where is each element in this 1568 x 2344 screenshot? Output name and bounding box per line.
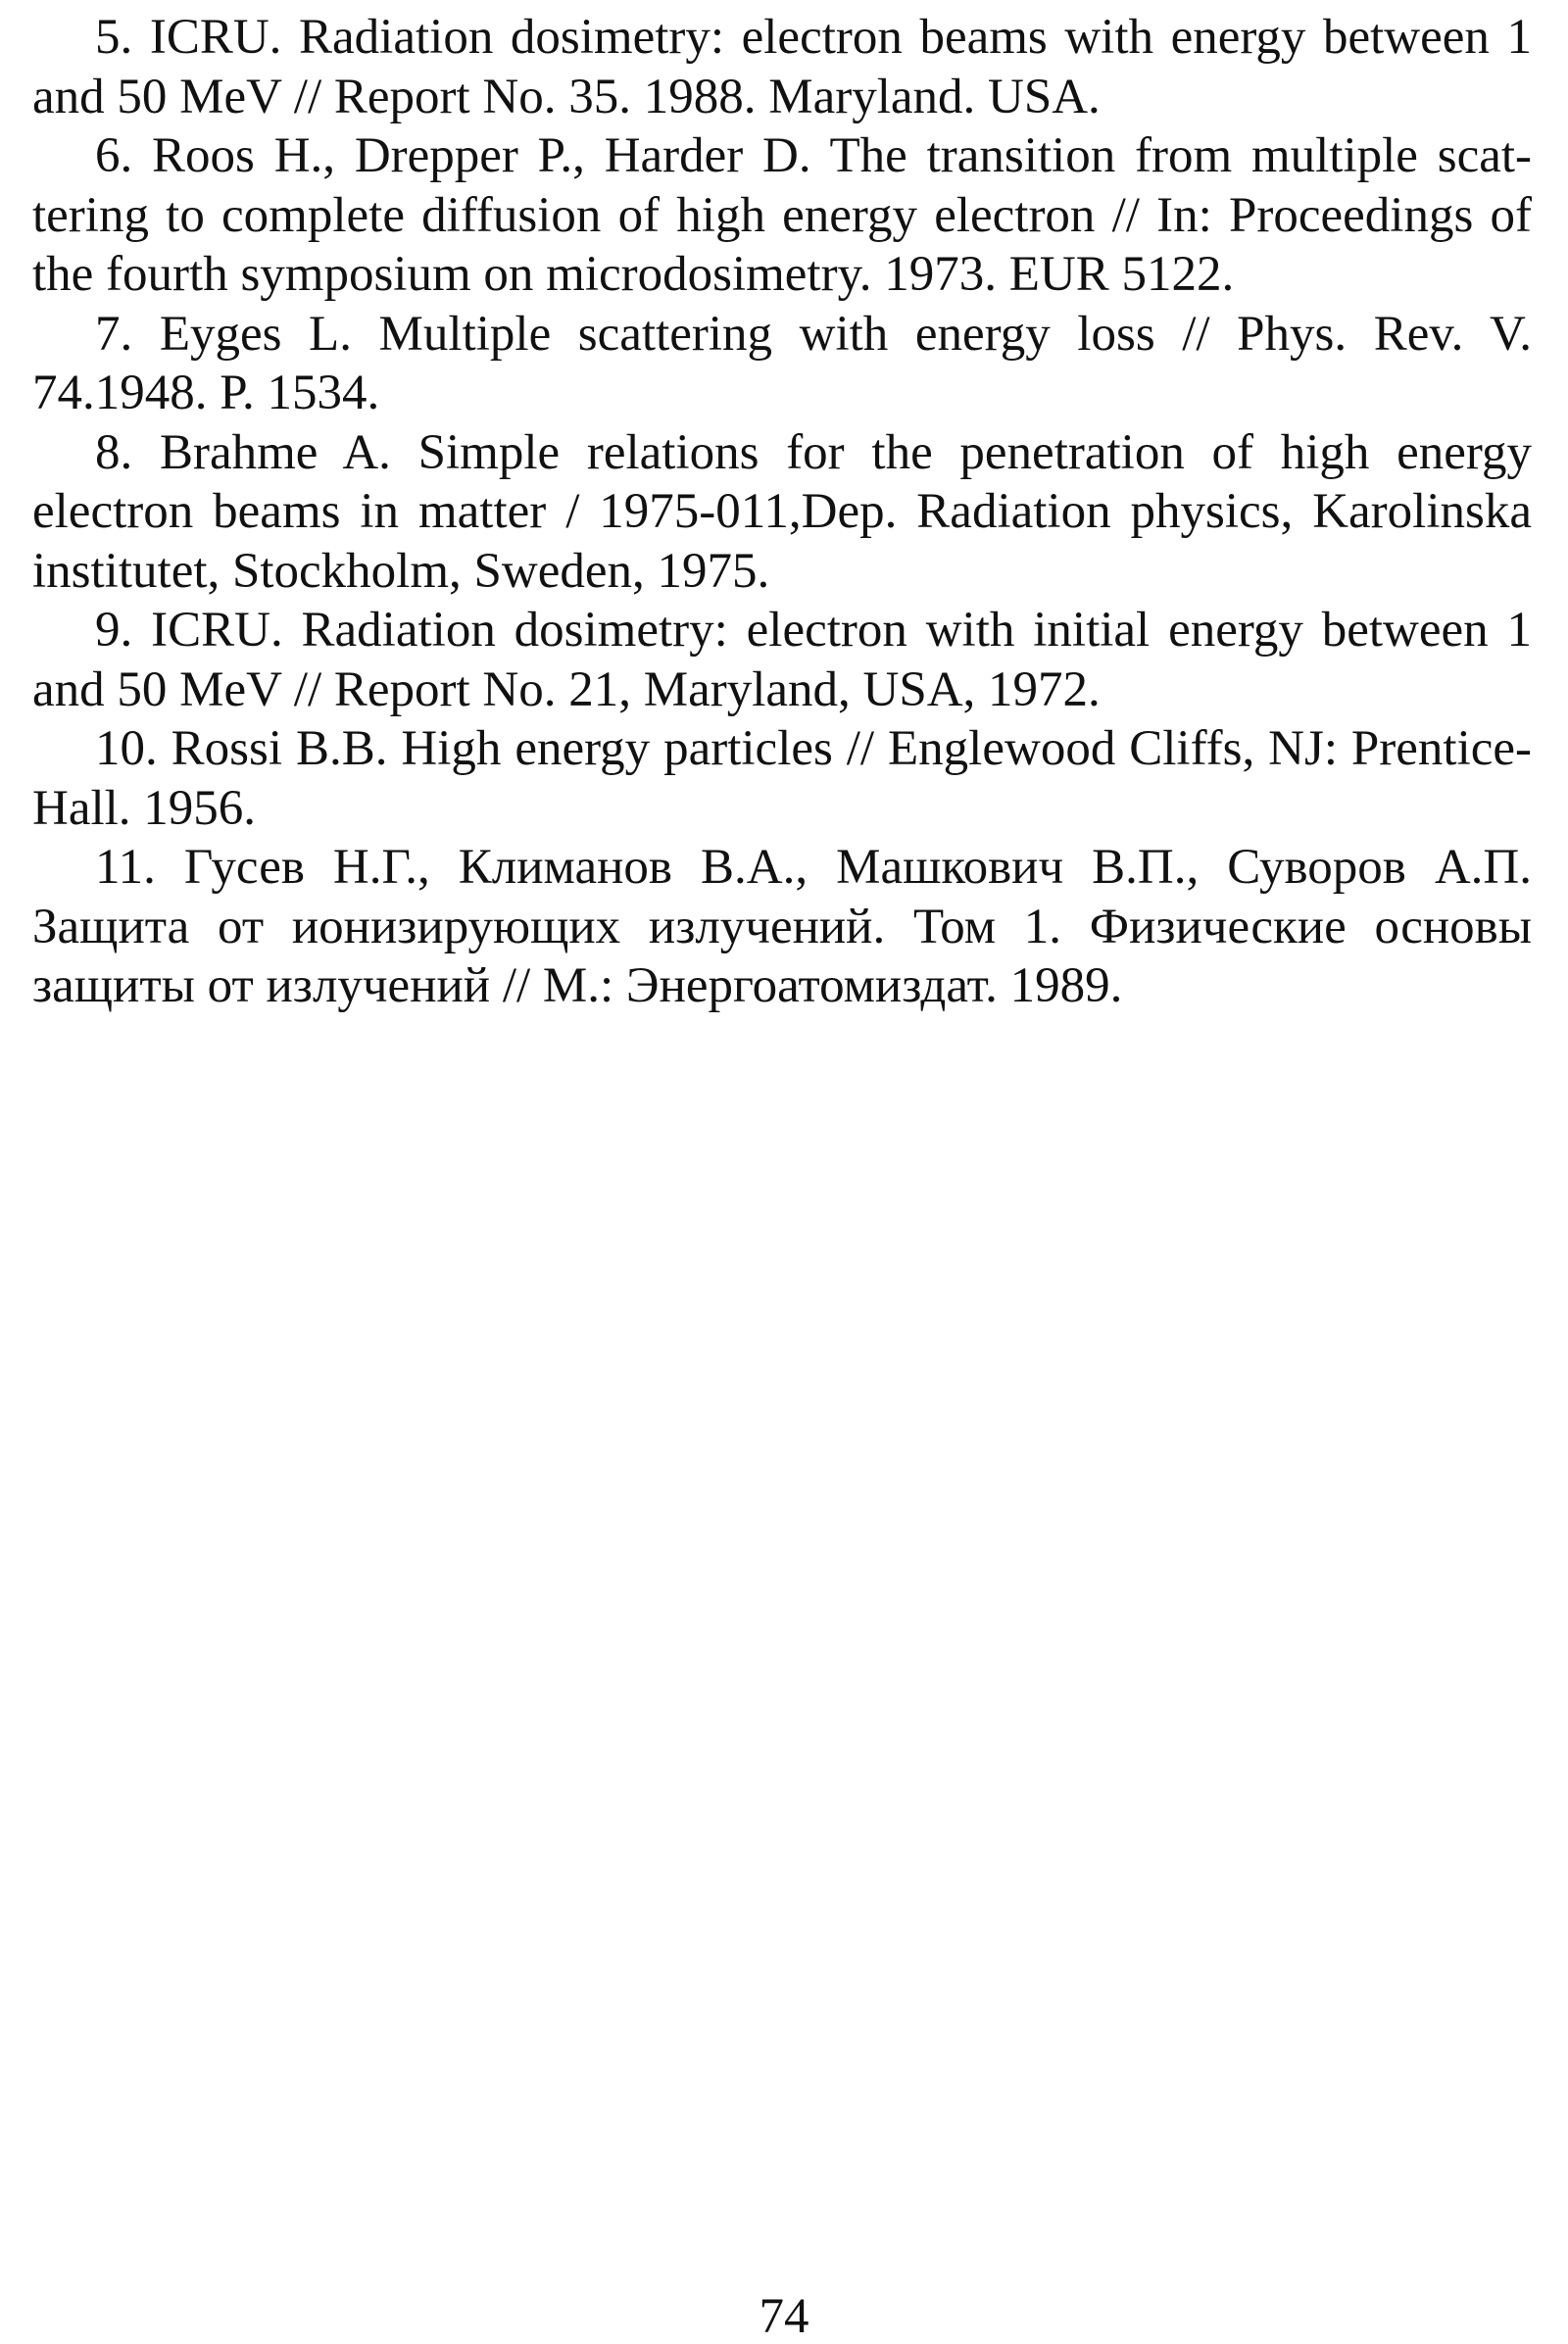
- reference-item: 11. Гусев Н.Г., Климанов В.А., Машкович В.П., Суворов А.П. Защита от ионизирующих излучений. Том 1. Физические основы защиты от излучений // М.: Энергоатомиздат. 1989.: [32, 840, 1532, 1013]
- reference-item: 6. Roos H., Drepper P., Harder D. The transition from multiple scattering to complete diffusion of high energy electron // In: Proceedings of the fourth symposium on microdosimetry. 1973. EUR 5122.: [32, 128, 1532, 302]
- reference-item: 8. Brahme A. Simple relations for the penetration of high energy electron beams in matter / 1975-011,Dep. Radiation physics, Karolinska institutet, Stockholm, Sweden, 1975.: [32, 424, 1532, 599]
- page-number: 74: [759, 2289, 809, 2344]
- reference-item: 7. Eyges L. Multiple scattering with energy loss // Phys. Rev. V. 74.1948. P. 1534.: [32, 306, 1532, 420]
- reference-item: 10. Rossi B.B. High energy particles // Englewood Cliffs, NJ: Prentice-Hall. 1956.: [32, 721, 1532, 836]
- reference-item: 5. ICRU. Radiation dosimetry: electron beams with energy between 1 and 50 MeV // Report No. 35. 1988. Maryland. USA.: [32, 10, 1532, 124]
- reference-item: 9. ICRU. Radiation dosimetry: electron with initial energy between 1 and 50 MeV // Report No. 21, Maryland, USA, 1972.: [32, 603, 1532, 717]
- reference-list: [32, 8, 1532, 1016]
